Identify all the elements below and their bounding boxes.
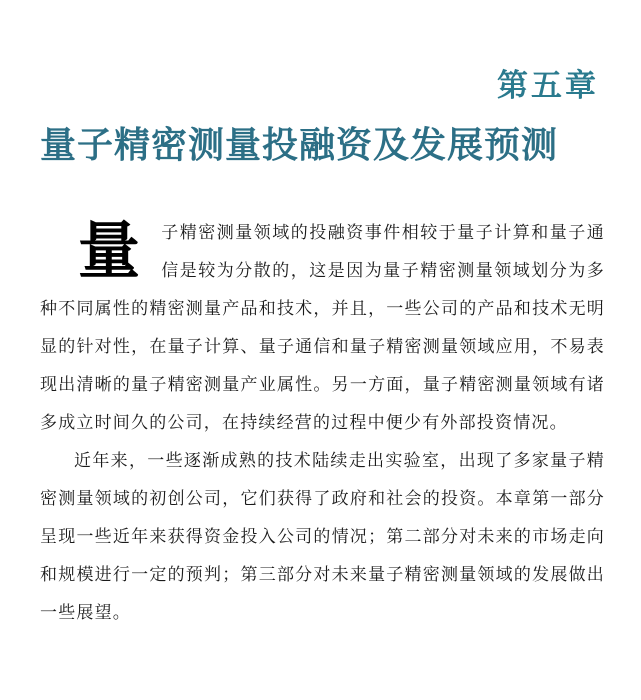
chapter-body [40,214,605,632]
drop-cap: 量 [78,214,142,287]
paragraph-1-text: 子精密测量领域的投融资事件相较于量子计算和量子通信是较为分散的，这是因为量子精密测量领域划分为多种不同属性的精密测量产品和技术，并且，一些公司的产品和技术无明显的针对性，在量子计算、量子通信和量子精密测量领域应用，不易表现出清晰的量子精密测量产业属性。另一方面，量子精密测量领域有诸多成立时间久的公司，在持续经营的过程中便少有外部投资情况。 [40,223,605,433]
paragraph-1 [40,214,605,442]
chapter-number: 第五章 [497,68,599,104]
chapter-title: 量子精密测量投融资及发展预测 [40,124,559,166]
paragraph-2: 近年来，一些逐渐成熟的技术陆续走出实验室，出现了多家量子精密测量领域的初创公司，它们获得了政府和社会的投资。本章第一部分呈现一些近年来获得资金投入公司的情况；第二部分对未来的市场走向和规模进行一定的预判；第三部分对未来量子精密测量领域的发展做出一些展望。 [40,451,605,623]
